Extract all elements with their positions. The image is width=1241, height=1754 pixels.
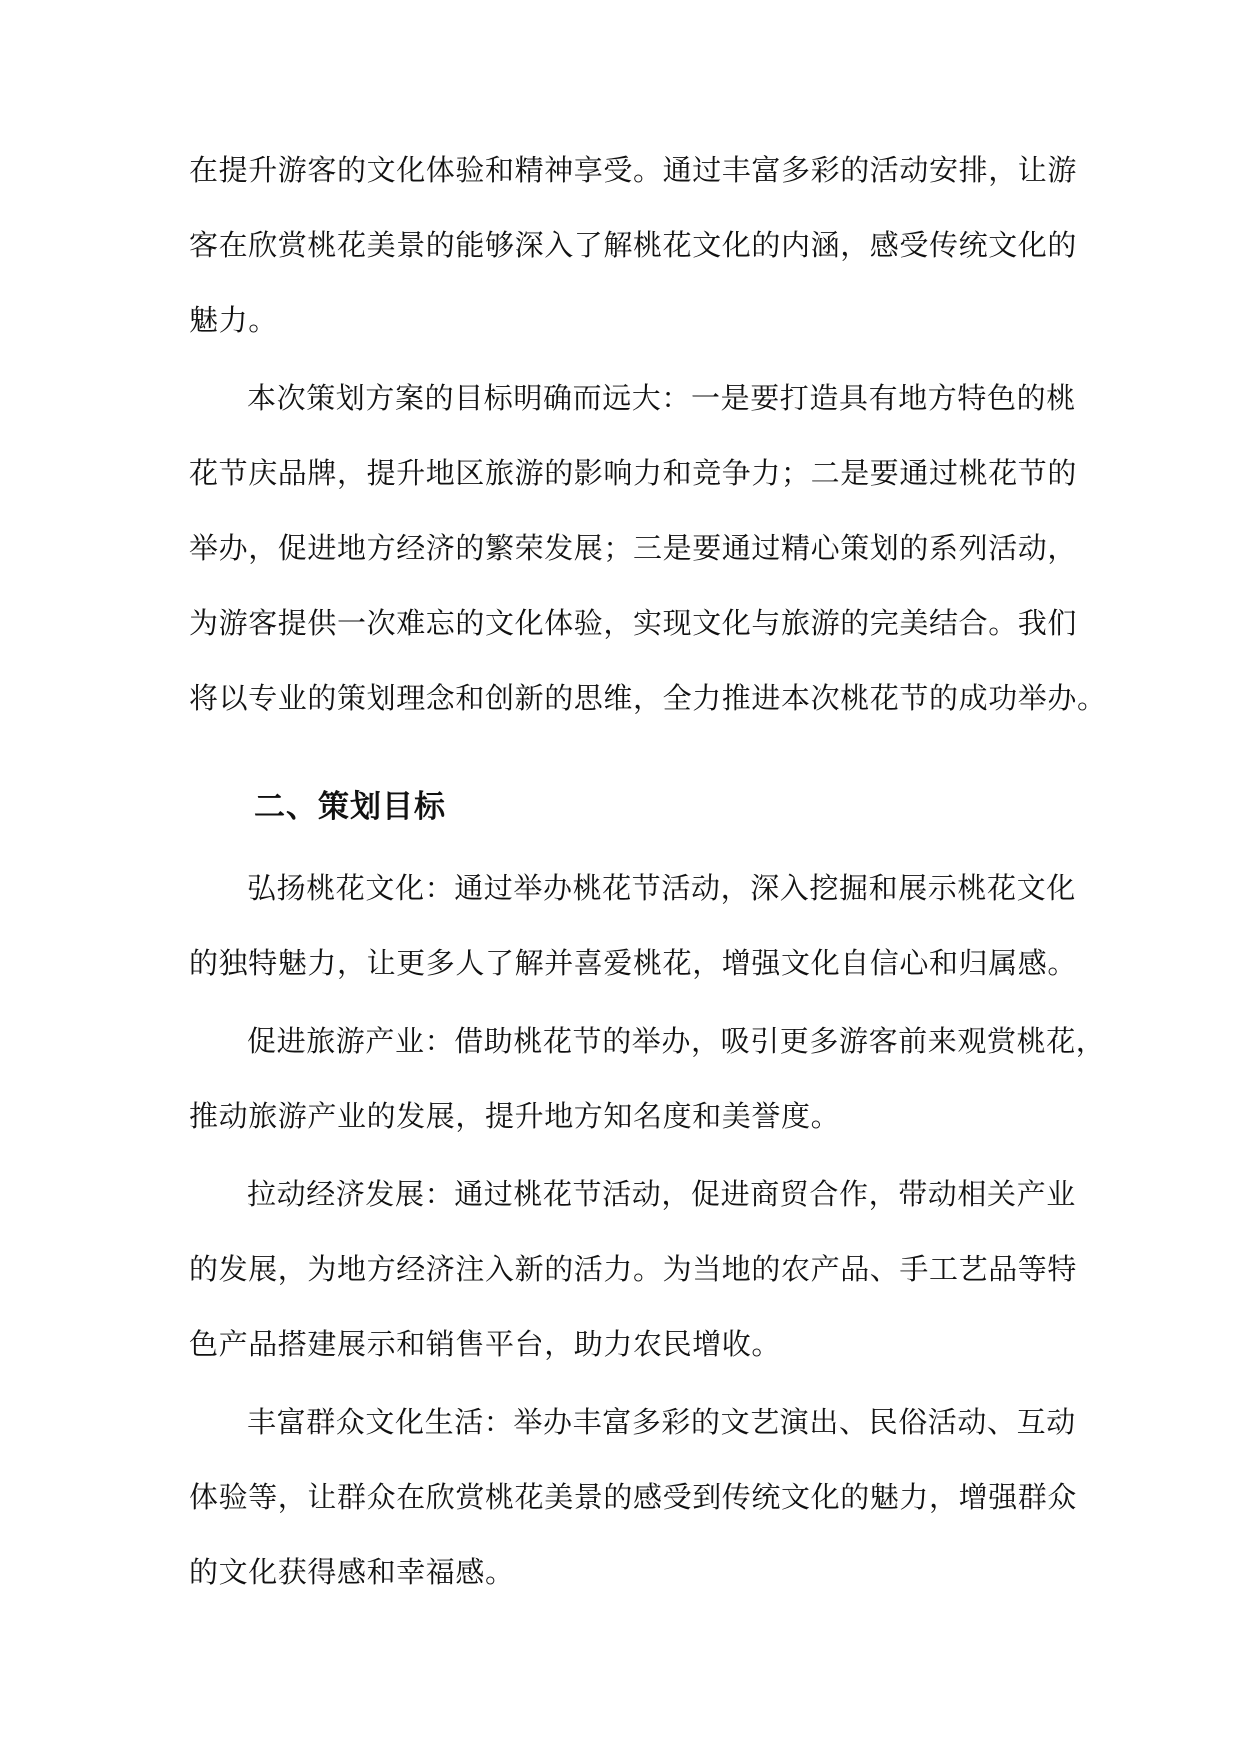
text-line: 弘扬桃花文化：通过举办桃花节活动，深入挖掘和展示桃花文化 [247, 871, 1076, 905]
text-line: 拉动经济发展：通过桃花节活动，促进商贸合作，带动相关产业 [247, 1177, 1076, 1211]
text-line: 为游客提供一次难忘的文化体验，实现文化与旅游的完美结合。我们 [189, 606, 1078, 640]
text-line: 将以专业的策划理念和创新的思维，全力推进本次桃花节的成功举办。 [189, 681, 1107, 715]
text-line: 促进旅游产业：借助桃花节的举办，吸引更多游客前来观赏桃花， [247, 1024, 1106, 1058]
section-heading: 二、策划目标 [254, 789, 446, 825]
text-line: 的发展，为地方经济注入新的活力。为当地的农产品、手工艺品等特 [189, 1252, 1078, 1286]
text-line: 魅力。 [189, 303, 278, 337]
text-line: 体验等，让群众在欣赏桃花美景的感受到传统文化的魅力，增强群众 [189, 1480, 1078, 1514]
text-line: 在提升游客的文化体验和精神享受。通过丰富多彩的活动安排，让游 [189, 153, 1078, 187]
text-line: 丰富群众文化生活：举办丰富多彩的文艺演出、民俗活动、互动 [247, 1405, 1076, 1439]
text-line: 举办，促进地方经济的繁荣发展；三是要通过精心策划的系列活动， [189, 531, 1078, 565]
text-line: 的独特魅力，让更多人了解并喜爱桃花，增强文化自信心和归属感。 [189, 946, 1078, 980]
text-line: 推动旅游产业的发展，提升地方知名度和美誉度。 [189, 1099, 841, 1133]
text-line: 的文化获得感和幸福感。 [189, 1555, 515, 1589]
text-line: 本次策划方案的目标明确而远大：一是要打造具有地方特色的桃 [247, 381, 1076, 415]
text-line: 色产品搭建展示和销售平台，助力农民增收。 [189, 1327, 782, 1361]
text-line: 客在欣赏桃花美景的能够深入了解桃花文化的内涵，感受传统文化的 [189, 228, 1078, 262]
text-line: 花节庆品牌，提升地区旅游的影响力和竞争力；二是要通过桃花节的 [189, 456, 1078, 490]
